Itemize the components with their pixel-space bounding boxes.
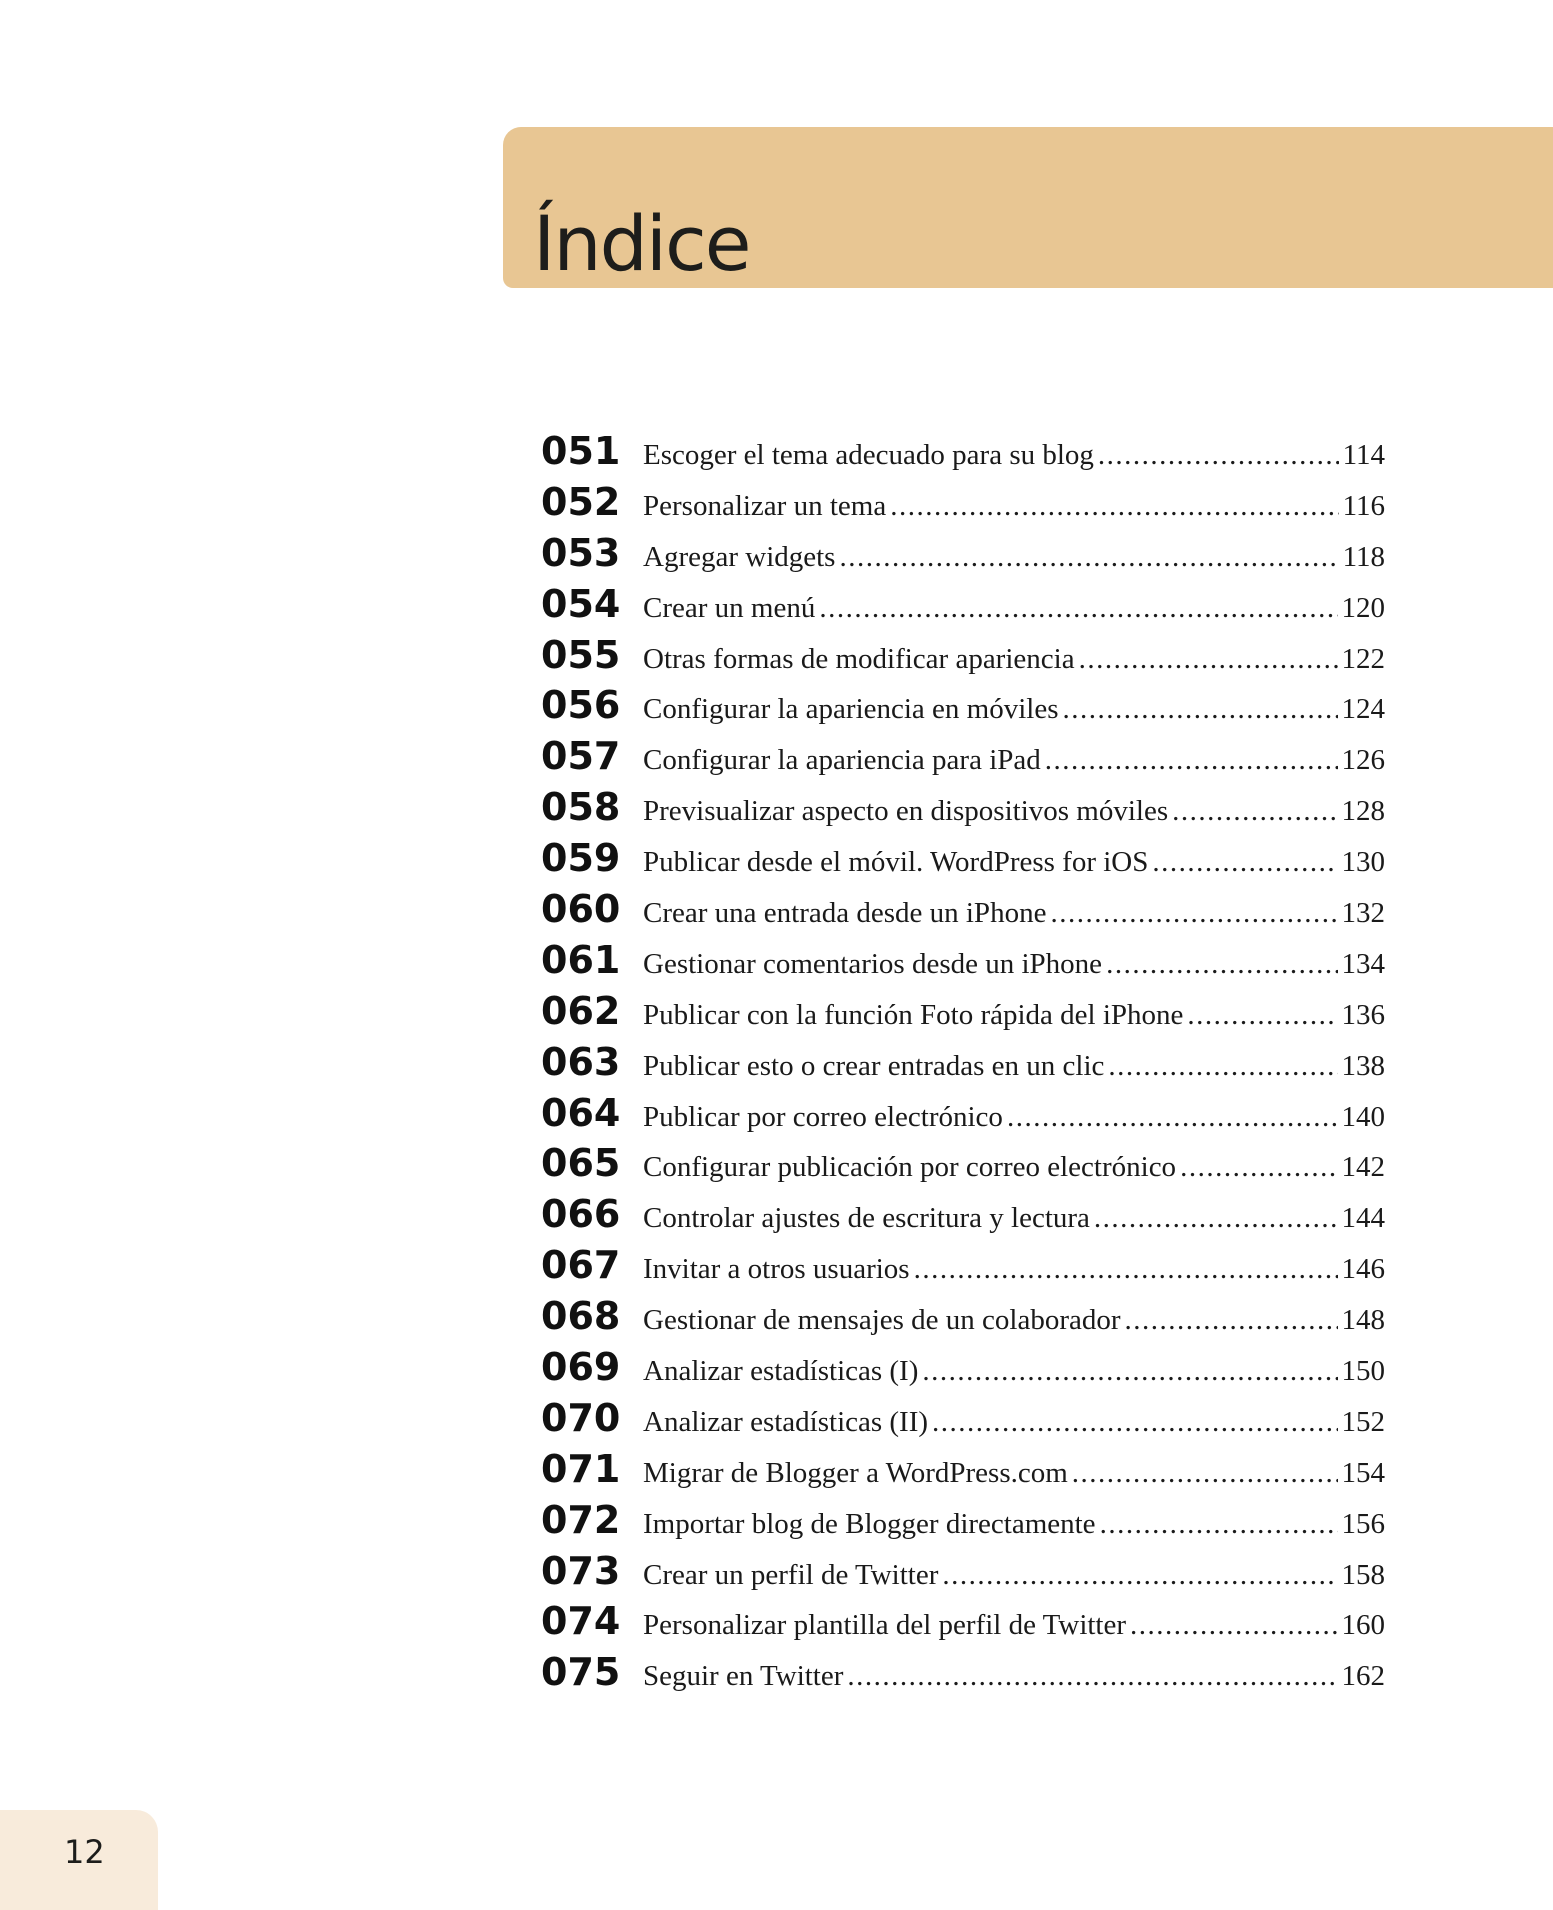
dot-leader <box>819 592 1337 625</box>
toc-entry-number: 052 <box>541 479 621 524</box>
toc-entry-number: 064 <box>541 1090 621 1135</box>
toc-entry-page: 140 <box>1341 1100 1385 1133</box>
toc-entry-number: 066 <box>541 1192 621 1237</box>
toc-entry-title: Seguir en Twitter <box>643 1660 844 1693</box>
page-title: Índice <box>533 199 750 288</box>
dot-leader <box>914 1253 1338 1286</box>
dot-leader <box>932 1406 1337 1439</box>
dot-leader <box>922 1355 1337 1388</box>
toc-entry[interactable] <box>541 1294 1385 1345</box>
toc-entry-title: Publicar con la función Foto rápida del iPhone <box>643 998 1184 1031</box>
toc-entry-page: 146 <box>1341 1253 1385 1286</box>
toc-entry-number: 062 <box>541 988 621 1033</box>
toc-entry[interactable] <box>541 582 1385 633</box>
toc-entry-title: Migrar de Blogger a WordPress.com <box>643 1456 1068 1489</box>
dot-leader <box>1100 1508 1338 1541</box>
toc-entry[interactable] <box>541 1243 1385 1294</box>
toc-entry-page: 132 <box>1341 897 1385 930</box>
toc-entry-title: Otras formas de modificar apariencia <box>643 642 1075 675</box>
toc-entry[interactable] <box>541 938 1385 989</box>
dot-leader <box>1072 1457 1338 1490</box>
toc-entry[interactable] <box>541 1599 1385 1650</box>
toc-entry-number: 056 <box>541 683 621 728</box>
toc-entry-number: 074 <box>541 1599 621 1644</box>
dot-leader <box>1130 1609 1337 1642</box>
toc-entry[interactable] <box>541 1091 1385 1142</box>
page-number: 12 <box>64 1833 105 1871</box>
toc-entry-page: 138 <box>1341 1049 1385 1082</box>
toc-entry-number: 059 <box>541 836 621 881</box>
toc-entry[interactable] <box>541 1498 1385 1549</box>
toc-entry[interactable] <box>541 1549 1385 1600</box>
toc-entry-page: 118 <box>1342 540 1385 573</box>
toc-entry-title: Configurar publicación por correo electrónico <box>643 1151 1177 1184</box>
toc-entry-title: Agregar widgets <box>643 540 836 573</box>
dot-leader <box>1152 846 1337 879</box>
toc-entry[interactable] <box>541 785 1385 836</box>
toc-entry-page: 126 <box>1341 744 1385 777</box>
toc-entry-number: 072 <box>541 1497 621 1542</box>
toc-entry-page: 162 <box>1341 1660 1385 1693</box>
toc-entry-title: Gestionar comentarios desde un iPhone <box>643 947 1103 980</box>
toc-entry[interactable] <box>541 633 1385 684</box>
toc-entry-page: 134 <box>1341 947 1385 980</box>
toc-entry-page: 122 <box>1341 642 1385 675</box>
toc-entry[interactable] <box>541 836 1385 887</box>
toc-entry[interactable] <box>541 1192 1385 1243</box>
toc-entry-title: Publicar esto o crear entradas en un clic <box>643 1049 1105 1082</box>
toc-entry-title: Personalizar un tema <box>643 489 887 522</box>
toc-entry-title: Configurar la apariencia en móviles <box>643 693 1059 726</box>
toc-entry-page: 136 <box>1341 998 1385 1031</box>
toc-entry-page: 150 <box>1341 1355 1385 1388</box>
toc-entry[interactable] <box>541 989 1385 1040</box>
dot-leader <box>1172 795 1337 828</box>
toc-entry-number: 055 <box>541 632 621 677</box>
dot-leader <box>890 490 1338 523</box>
toc-entry-number: 057 <box>541 734 621 779</box>
dot-leader <box>1187 999 1337 1032</box>
toc-entry-title: Personalizar plantilla del perfil de Twitter <box>643 1609 1127 1642</box>
toc-entry-number: 060 <box>541 887 621 932</box>
toc-entry-page: 158 <box>1341 1558 1385 1591</box>
toc-entry-title: Crear una entrada desde un iPhone <box>643 897 1047 930</box>
dot-leader <box>839 541 1338 574</box>
toc-entry-title: Configurar la apariencia para iPad <box>643 744 1041 777</box>
toc-entry-page: 160 <box>1341 1609 1385 1642</box>
toc-entry-page: 116 <box>1342 489 1385 522</box>
toc-entry-number: 054 <box>541 581 621 626</box>
toc-entry-number: 053 <box>541 530 621 575</box>
toc-entry-title: Invitar a otros usuarios <box>643 1253 910 1286</box>
table-of-contents <box>541 429 1385 1701</box>
toc-entry-number: 051 <box>541 429 621 473</box>
dot-leader <box>1079 643 1338 676</box>
toc-entry[interactable] <box>541 887 1385 938</box>
toc-entry-page: 152 <box>1341 1405 1385 1438</box>
toc-entry-title: Gestionar de mensajes de un colaborador <box>643 1304 1121 1337</box>
toc-entry[interactable] <box>541 531 1385 582</box>
toc-entry-page: 154 <box>1341 1456 1385 1489</box>
toc-entry-number: 063 <box>541 1039 621 1084</box>
dot-leader <box>1108 1050 1337 1083</box>
toc-entry-title: Publicar desde el móvil. WordPress for iOS <box>643 846 1149 879</box>
toc-entry-page: 114 <box>1342 439 1385 471</box>
toc-entry-title: Importar blog de Blogger directamente <box>643 1507 1096 1540</box>
toc-entry-number: 071 <box>541 1446 621 1491</box>
toc-entry[interactable] <box>541 1141 1385 1192</box>
dot-leader <box>1050 897 1337 930</box>
toc-entry-number: 069 <box>541 1345 621 1390</box>
toc-entry[interactable] <box>541 1040 1385 1091</box>
toc-entry-title: Escoger el tema adecuado para su blog <box>643 439 1094 471</box>
toc-entry-number: 061 <box>541 937 621 982</box>
toc-entry-number: 058 <box>541 785 621 830</box>
toc-entry-page: 148 <box>1341 1304 1385 1337</box>
dot-leader <box>1180 1151 1337 1184</box>
toc-entry-title: Publicar por correo electrónico <box>643 1100 1003 1133</box>
dot-leader <box>1045 744 1338 777</box>
toc-entry-page: 144 <box>1341 1202 1385 1235</box>
toc-entry-page: 120 <box>1341 591 1385 624</box>
toc-entry[interactable] <box>541 734 1385 785</box>
toc-entry-page: 124 <box>1341 693 1385 726</box>
toc-entry-title: Crear un menú <box>643 591 816 624</box>
dot-leader <box>1098 439 1339 472</box>
toc-entry[interactable] <box>541 480 1385 531</box>
toc-entry[interactable] <box>541 429 1385 480</box>
toc-entry-title: Analizar estadísticas (I) <box>643 1355 919 1388</box>
dot-leader <box>847 1660 1337 1693</box>
dot-leader <box>1106 948 1337 981</box>
toc-entry[interactable] <box>541 1650 1385 1701</box>
dot-leader <box>1094 1202 1338 1235</box>
dot-leader <box>942 1559 1337 1592</box>
toc-entry-page: 142 <box>1341 1151 1385 1184</box>
toc-entry[interactable] <box>541 1345 1385 1396</box>
toc-entry-page: 130 <box>1341 846 1385 879</box>
toc-entry-title: Controlar ajustes de escritura y lectura <box>643 1202 1090 1235</box>
toc-entry-number: 065 <box>541 1141 621 1186</box>
toc-entry-page: 156 <box>1341 1507 1385 1540</box>
toc-entry-title: Analizar estadísticas (II) <box>643 1405 929 1438</box>
toc-entry-title: Crear un perfil de Twitter <box>643 1558 939 1591</box>
toc-entry-number: 067 <box>541 1243 621 1288</box>
dot-leader <box>1007 1101 1338 1134</box>
toc-entry-page: 128 <box>1341 795 1385 828</box>
toc-entry[interactable] <box>541 1396 1385 1447</box>
toc-entry-number: 073 <box>541 1548 621 1593</box>
dot-leader <box>1125 1304 1338 1337</box>
toc-entry-number: 075 <box>541 1650 621 1695</box>
toc-entry[interactable] <box>541 1447 1385 1498</box>
toc-entry[interactable] <box>541 683 1385 734</box>
toc-entry-number: 070 <box>541 1395 621 1440</box>
dot-leader <box>1063 693 1338 726</box>
toc-entry-title: Previsualizar aspecto en dispositivos móviles <box>643 795 1169 828</box>
toc-entry-number: 068 <box>541 1294 621 1339</box>
